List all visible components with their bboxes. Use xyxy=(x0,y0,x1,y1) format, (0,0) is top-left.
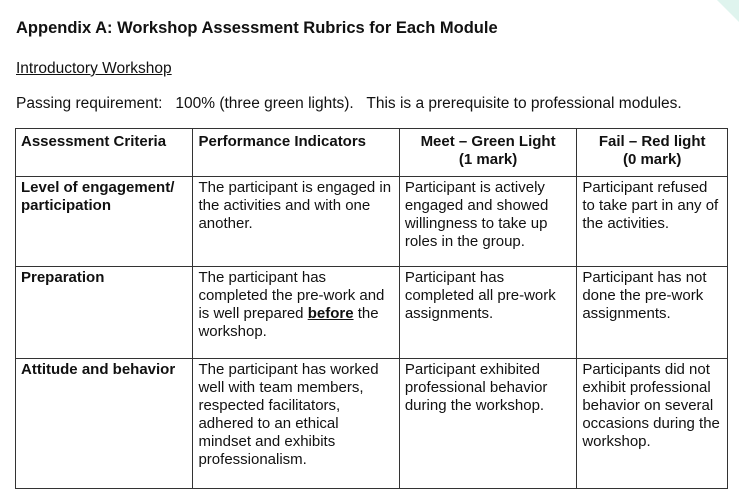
fail-cell: Participants did not exhibit professional behavior on several occasions during the workshop. xyxy=(577,359,728,489)
criteria-cell: Preparation xyxy=(16,267,193,359)
workshop-subtitle: Introductory Workshop xyxy=(16,60,172,77)
assessment-rubric-table xyxy=(15,128,728,489)
document-title: Appendix A: Workshop Assessment Rubrics for Each Module xyxy=(16,19,498,37)
indicator-cell: The participant is engaged in the activities and with one another. xyxy=(193,177,399,267)
header-assessment-criteria: Assessment Criteria xyxy=(16,129,193,177)
header-meet-mark: (1 mark) xyxy=(458,151,518,168)
passing-requirement: Passing requirement: 100% (three green lights). This is a prerequisite to professional modules. xyxy=(16,95,682,112)
header-fail-label: Fail – Red light xyxy=(598,133,706,150)
indicator-text-before: The participant has completed the pre-work and is well prepared xyxy=(198,269,385,322)
indicator-emphasis: before xyxy=(307,305,354,322)
indicator-text-after: the workshop. xyxy=(198,305,379,340)
indicator-cell xyxy=(193,267,399,359)
meet-cell: Participant is actively engaged and showed willingness to take up roles in the group. xyxy=(399,177,576,267)
table-row xyxy=(16,359,728,489)
fail-cell: Participant refused to take part in any of the activities. xyxy=(577,177,728,267)
table-header-row xyxy=(16,129,728,177)
header-meet-label: Meet – Green Light xyxy=(420,133,556,150)
header-fail-red-light xyxy=(577,129,728,177)
criteria-cell: Level of engagement/ participation xyxy=(16,177,193,267)
meet-cell: Participant has completed all pre-work assignments. xyxy=(399,267,576,359)
header-performance-indicators: Performance Indicators xyxy=(193,129,399,177)
corner-decoration xyxy=(717,0,739,22)
meet-cell: Participant exhibited professional behavior during the workshop. xyxy=(399,359,576,489)
table-row xyxy=(16,267,728,359)
table-row xyxy=(16,177,728,267)
criteria-cell: Attitude and behavior xyxy=(16,359,193,489)
header-fail-mark: (0 mark) xyxy=(622,151,682,168)
header-meet-green-light xyxy=(399,129,576,177)
fail-cell: Participant has not done the pre-work assignments. xyxy=(577,267,728,359)
indicator-cell: The participant has worked well with team members, respected facilitators, adhered to an ethical mindset and exhibits professionalism. xyxy=(193,359,399,489)
